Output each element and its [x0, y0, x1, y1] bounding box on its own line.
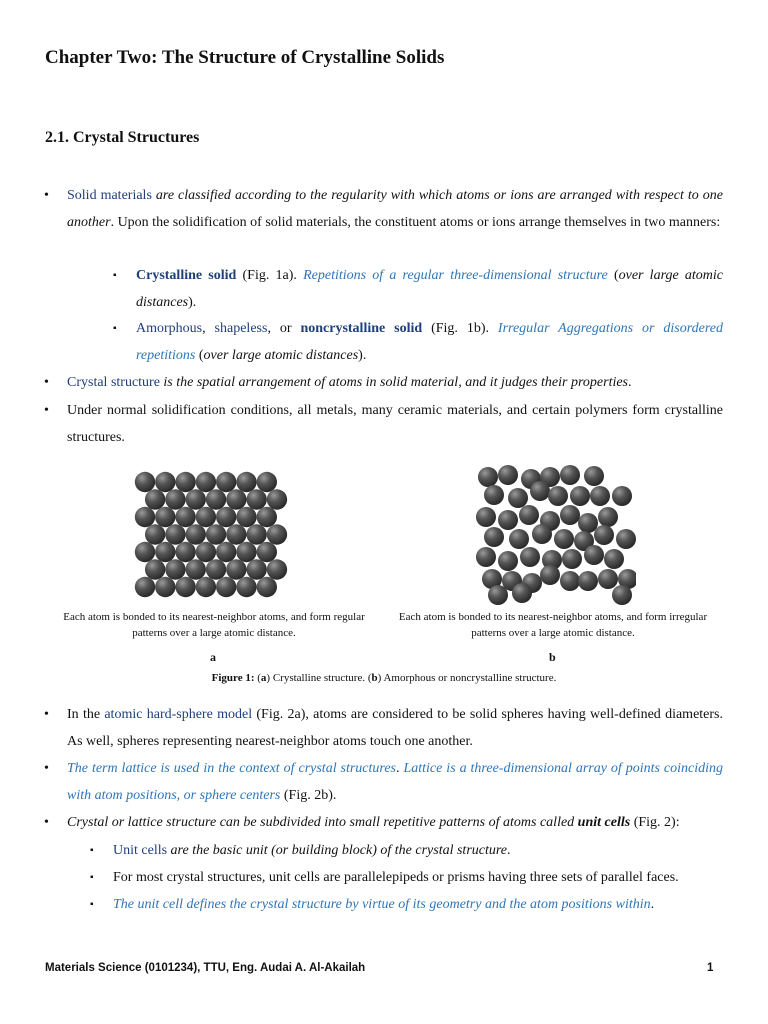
atom-sphere [246, 559, 266, 579]
figure-1-caption [0, 672, 768, 684]
atom-sphere [226, 559, 246, 579]
atom-sphere [498, 465, 518, 485]
italic-text: Lattice is a three-dimensional array of points coinciding with atom positions, or sphere centers [67, 761, 723, 803]
atom-sphere [196, 542, 216, 562]
definition-text: Irregular Aggregations or disordered repetitions [136, 321, 724, 363]
atom-sphere [512, 583, 532, 603]
atom-sphere [498, 510, 518, 530]
atom-sphere [175, 472, 195, 492]
sub-bullet-square: ▪ [90, 845, 94, 856]
atom-sphere [590, 486, 610, 506]
atom-sphere [145, 524, 165, 544]
text: ( [254, 672, 261, 684]
text: (Fig. 2): [630, 815, 680, 830]
atom-sphere [540, 565, 560, 585]
text: ). [188, 294, 197, 310]
atom-sphere [165, 524, 185, 544]
text: In the [67, 707, 105, 722]
atom-sphere [216, 542, 236, 562]
atom-sphere [257, 507, 277, 527]
footer-course-info: Materials Science (0101234), TTU, Eng. Audai A. Al-Akailah [45, 962, 366, 974]
atom-sphere [175, 542, 195, 562]
atom-sphere [257, 577, 277, 597]
atom-sphere [560, 571, 580, 591]
atom-sphere [267, 559, 287, 579]
atom-sphere [488, 585, 508, 605]
text: , or [267, 321, 301, 336]
bullet-dot: • [44, 815, 49, 830]
atom-sphere [216, 577, 236, 597]
atom-sphere [145, 559, 165, 579]
bullet-dot: • [44, 403, 49, 418]
atom-sphere [616, 529, 636, 549]
atom-sphere [196, 472, 216, 492]
sub-bullet-square: ▪ [113, 323, 117, 334]
atom-sphere [594, 525, 614, 545]
text: . Upon the solidification of solid materials, the constituent atoms or ions arrange themselves in two manners: [110, 214, 721, 230]
paragraph-crystalline-solid [136, 263, 723, 316]
atom-sphere [236, 577, 256, 597]
paragraph-hard-sphere-model [67, 702, 723, 755]
italic-text: Crystal or lattice structure can be subdivided into small repetitive patterns of atoms called [67, 815, 578, 830]
atom-sphere [186, 489, 206, 509]
atom-sphere [598, 569, 618, 589]
bullet-dot: • [44, 707, 49, 722]
term-crystal-structure: Crystal structure [67, 375, 160, 390]
term-unit-cells: unit cells [577, 815, 631, 830]
atom-sphere [570, 486, 590, 506]
figure-caption-b: Each atom is bonded to its nearest-neighbor atoms, and form irregular patterns over a large atomic distance. [398, 611, 708, 639]
atom-sphere [478, 467, 498, 487]
atom-sphere [578, 513, 598, 533]
italic-note: over large atomic distances [136, 268, 724, 310]
term-crystalline-solid: Crystalline solid [136, 268, 237, 283]
paragraph-solidification: Under normal solidification conditions, all metals, many ceramic materials, and certain polymers form crystalline structures. [67, 403, 723, 445]
paragraph-crystal-structure [67, 370, 723, 397]
italic-text: are the basic unit (or building block) of the crystal structure [167, 843, 508, 858]
atom-sphere [135, 542, 155, 562]
atom-sphere [584, 545, 604, 565]
atom-sphere [155, 542, 175, 562]
term-noncrystalline-solid: noncrystalline solid [300, 321, 423, 336]
atom-sphere [584, 466, 604, 486]
bullet-dot: • [44, 188, 49, 203]
text: b [371, 672, 378, 684]
italic-text: is the spatial arrangement of atoms in solid material, and it judges their properties [159, 375, 629, 390]
text: (Fig. 2a), atoms are considered to be solid spheres having well-defined diameters. As well, spheres representing nearest-neighbor atoms touch one another. [67, 707, 724, 749]
atom-sphere [548, 486, 568, 506]
atom-sphere [484, 527, 504, 547]
atom-sphere [554, 529, 574, 549]
italic-text: The unit cell defines the crystal structure by virtue of its geometry and the atom positions within [113, 897, 651, 912]
text: (Fig. 1b). [422, 321, 498, 336]
atom-sphere [532, 524, 552, 544]
paragraph-parallelepipeds: For most crystal structures, unit cells are parallelepipeds or prisms having three sets of parallel faces. [113, 870, 679, 885]
atom-sphere [562, 549, 582, 569]
atom-sphere [135, 472, 155, 492]
definition-text: Repetitions of a regular three-dimensional structure [303, 268, 608, 283]
atom-sphere [257, 542, 277, 562]
atom-sphere [246, 524, 266, 544]
atom-sphere [226, 489, 246, 509]
term-amorphous: Amorphous [136, 321, 203, 336]
atom-sphere [226, 524, 246, 544]
italic-note: over large atomic distances [203, 347, 359, 363]
text: , [202, 321, 215, 336]
term-shapeless: shapeless [214, 321, 268, 336]
sub-bullet-square: ▪ [90, 899, 94, 910]
bullet-dot: • [44, 761, 49, 776]
atom-sphere [498, 551, 518, 571]
atom-sphere [236, 472, 256, 492]
atom-sphere [135, 507, 155, 527]
atom-sphere [257, 472, 277, 492]
atom-sphere [155, 577, 175, 597]
atom-sphere [604, 549, 624, 569]
italic-text: are classified according to the regularity with which atoms or ions are arranged with respect to one another [67, 188, 723, 230]
section-heading: 2.1. Crystal Structures [45, 129, 200, 146]
atom-sphere [476, 547, 496, 567]
atom-sphere [145, 489, 165, 509]
text: ( [195, 347, 204, 363]
atom-sphere [484, 485, 504, 505]
figure-caption-a: Each atom is bonded to its nearest-neighbor atoms, and form regular patterns over a large atomic distance. [63, 611, 365, 639]
paragraph-lattice [67, 756, 723, 809]
text: ). [358, 347, 367, 363]
figure-number: Figure 1: [211, 672, 255, 684]
paragraph-amorphous [136, 316, 723, 369]
atom-sphere [216, 472, 236, 492]
atom-sphere [519, 505, 539, 525]
atom-sphere [578, 571, 598, 591]
atom-sphere [196, 577, 216, 597]
atom-sphere [135, 577, 155, 597]
atom-sphere [175, 577, 195, 597]
paragraph-unit-cell-basic [113, 838, 723, 865]
footer-page-number: 1 [707, 962, 714, 974]
atom-sphere [175, 507, 195, 527]
paragraph-solid-materials [67, 183, 723, 236]
atom-sphere [196, 507, 216, 527]
atom-sphere [155, 507, 175, 527]
text: ) Crystalline structure. ( [266, 672, 372, 684]
figure-label-a: a [210, 650, 216, 664]
term-unit-cells: Unit cells [113, 843, 168, 858]
paragraph-unit-cells [67, 810, 727, 837]
atom-sphere [598, 507, 618, 527]
chapter-title: Chapter Two: The Structure of Crystalline Solids [45, 47, 445, 68]
atom-sphere [155, 472, 175, 492]
text: ( [607, 268, 619, 283]
atom-sphere [508, 488, 528, 508]
text: (Fig. 1a). [236, 268, 304, 283]
atom-sphere [509, 529, 529, 549]
atom-sphere [236, 542, 256, 562]
atom-sphere [186, 559, 206, 579]
text: . [396, 761, 404, 776]
atom-sphere [612, 486, 632, 506]
atom-sphere [246, 489, 266, 509]
atom-sphere [267, 524, 287, 544]
atom-sphere [206, 524, 226, 544]
text: ) Amorphous or noncrystalline structure. [377, 672, 557, 684]
text: . [507, 843, 511, 858]
figure-label-b: b [549, 650, 556, 664]
atom-sphere [560, 505, 580, 525]
term-atomic-hard-sphere-model: atomic hard-sphere model [104, 707, 253, 722]
atom-sphere [206, 559, 226, 579]
atom-sphere [267, 489, 287, 509]
crystalline-structure-image [133, 470, 295, 610]
atom-sphere [612, 585, 632, 605]
bullet-dot: • [44, 375, 49, 390]
atom-sphere [236, 507, 256, 527]
atom-sphere [530, 481, 550, 501]
atom-sphere [476, 507, 496, 527]
text: . [628, 375, 632, 390]
atom-sphere [186, 524, 206, 544]
sub-bullet-square: ▪ [113, 270, 117, 281]
term-solid-materials: Solid materials [67, 188, 152, 203]
atom-sphere [560, 465, 580, 485]
paragraph-unit-cell-defines [113, 892, 723, 919]
atom-sphere [206, 489, 226, 509]
text: (Fig. 2b). [280, 787, 337, 803]
atom-sphere [165, 559, 185, 579]
text: . [650, 897, 655, 912]
italic-text: The term lattice is used in the context of crystal structures [67, 761, 397, 776]
amorphous-structure-image [474, 465, 636, 607]
sub-bullet-square: ▪ [90, 872, 94, 883]
text: a [260, 672, 267, 684]
atom-sphere [216, 507, 236, 527]
atom-sphere [165, 489, 185, 509]
atom-sphere [520, 547, 540, 567]
